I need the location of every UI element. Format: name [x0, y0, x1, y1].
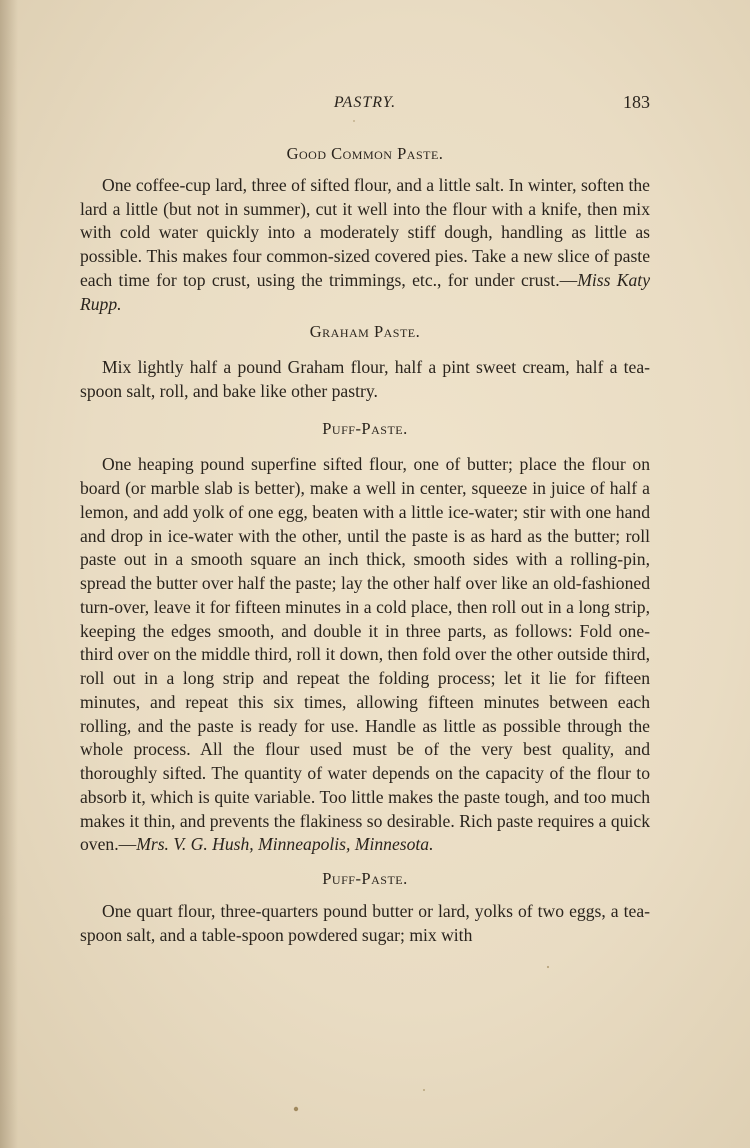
running-head: PASTRY. [333, 94, 397, 111]
recipe-body: One coffee-cup lard, three of sifted flour, and a little salt. In winter, soften the lard a little (but not in summer), cut it well into the flour with a knife, then mix with cold water quickly into a moderately stiff dough, handling as little as possible. This makes four common-sized covered pies. Take a new slice of paste each time for top crust, using the trimmings, etc., for under crust.— [80, 174, 650, 290]
recipe-heading-puff-paste: Puff-Paste. [322, 418, 408, 438]
page-number: 183 [623, 92, 650, 112]
speck [423, 1089, 425, 1091]
recipe-heading-graham-paste: Graham Paste. [309, 322, 421, 342]
speck [294, 1107, 298, 1111]
recipe-text-puff-paste-2 [80, 900, 650, 948]
recipe-body: Mix lightly half a pound Graham flour, half a pint sweet cream, half a tea-spoon salt, roll, and bake like other pastry. [80, 357, 650, 401]
recipe-text-puff-paste [80, 453, 650, 857]
recipe-body: One heaping pound superfine sifted flour, one of butter; place the flour on board (or marble slab is better), make a well in center, squeeze in juice of half a lemon, and add yolk of one egg, beaten with a little ice-water; stir with one hand and drop in ice-water with the other, until the paste is as hard as the butter; roll paste out in a smooth square an inch thick, smooth sides with a rolling-pin, spread the butter over half the paste; lay the other half over like an old-fashioned turn-over, leave it for fifteen minutes in a cold place, then roll out in a long strip, keeping the edges smooth, and double it in three parts, as follows: Fold one-third over on the middle third, roll it down, then fold over the other outside third, roll out in a long strip and repeat the folding process; let it lie for fifteen minutes, and repeat this six times, allowing fifteen minutes between each rolling, and the paste is ready for use. Handle as little as possible through the whole process. All the flour used must be of the very best quality, and thoroughly sifted. The quantity of water depends on the capacity of the flour to absorb it, which is quite variable. Too little makes the paste tough, and too much makes it thin, and prevents the flakiness so desirable. Rich paste requires a quick oven.— [80, 454, 650, 855]
speck [547, 966, 549, 968]
recipe-attribution: Mrs. V. G. Hush, Minneapolis, Minnesota. [136, 834, 434, 855]
recipe-text-graham-paste [80, 356, 650, 404]
recipe-heading-puff-paste-2: Puff-Paste. [322, 869, 408, 888]
page-header [80, 92, 650, 116]
page-body [80, 142, 650, 947]
speck [353, 120, 355, 122]
recipe-text-good-common-paste [80, 174, 650, 317]
recipe-attribution: Miss Katy Rupp. [80, 269, 651, 314]
recipe-body: One quart flour, three-quarters pound butter or lard, yolks of two eggs, a tea-spoon salt, and a table-spoon powdered sugar; mix with [80, 900, 650, 945]
recipe-heading-good-common-paste: Good Common Paste. [286, 144, 444, 163]
